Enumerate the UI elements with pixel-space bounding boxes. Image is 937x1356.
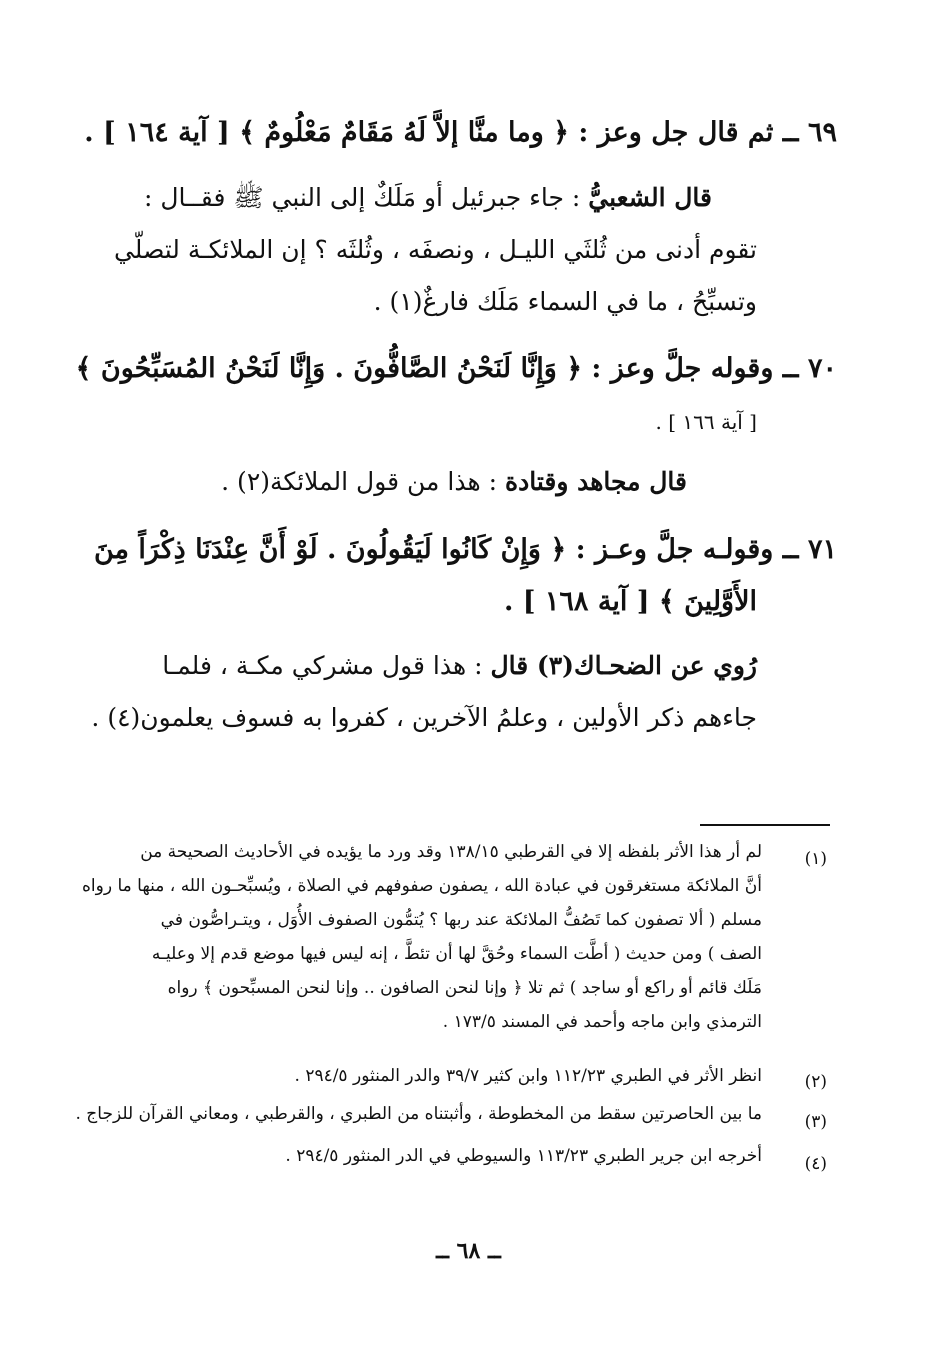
shabi-label: قال الشعبيُّ <box>588 183 712 212</box>
footnote-3-text: ما بين الحاصرتين سقط من المخطوطة ، وأثبتناه من الطبري ، والقرطبي ، ومعاني القرآن للزجاج . <box>75 1104 762 1124</box>
footnote-4-text: أخرجه ابن جرير الطبري ١١٣/٢٣ والسيوطي في الدر المنثور ٢٩٤/٥ . <box>285 1146 762 1166</box>
footnote-1-line-5: مَلَك قائم أو راكع أو ساجد ) ثم تلا ﴿ وإنا لنحن الصافون .. وإنا لنحن المسبِّحون ﴾ رواه <box>167 978 762 998</box>
verse-69-line: ٦٩ ــ ثم قال جل وعز : ﴿ وما منَّا إلاَّ لَهُ مَقَامٌ مَعْلُومٌ ﴾ [ آية ١٦٤ ] . <box>84 117 837 148</box>
footnote-2-text: انظر الأثر في الطبري ١١٢/٢٣ وابن كثير ٣٩/٧ والدر المنثور ٢٩٤/٥ . <box>294 1066 762 1086</box>
shabi-para-line-2: تقوم أدنى من ثُلثَي الليـل ، ونصفَه ، وثُلثَه ؟ إن الملائكـة لتصلّي <box>113 235 757 264</box>
footnote-1-line-1: لم أر هذا الأثر بلفظه إلا في القرطبي ١٣٨/١٥ وقد ورد ما يؤيده في الأحاديث الصحيحة من <box>140 842 762 862</box>
dahhak-para-line-1 <box>162 646 757 686</box>
verse-70-line-2: [ آية ١٦٦ ] . <box>655 410 757 434</box>
verse-70-line-1: ٧٠ ــ وقوله جلَّ وعز : ﴿ وَإِنَّا لَنَحْنُ الصَّافُّونَ . وَإِنَّا لَنَحْنُ المُسَبِّحُونَ ﴾ <box>75 353 837 384</box>
footnote-1-line-4: الصف ) ومن حديث ( أطَّت السماء وحُقَّ لها أن تئطَّ ، إنه ليس فيها موضع قدم إلا وعليـه <box>151 944 762 964</box>
mujahid-line <box>221 462 687 502</box>
footnote-4-number: (٤) <box>804 1154 827 1174</box>
footnote-1-line-2: أنَّ الملائكة مستغرقون في عبادة الله ، يصفون صفوفهم في الصلاة ، ويُسبِّحـون الله ، منها ما رواه <box>82 876 762 896</box>
mujahid-label: قال مجاهد وقتادة <box>504 467 687 496</box>
dahhak-para-line-2: جاءهم ذكر الأولين ، وعلمُ الآخرين ، كفروا به فسوف يعلمون(٤) . <box>91 703 757 732</box>
mujahid-text: : هذا من قول الملائكة(٢) . <box>221 467 498 496</box>
shabi-para-line-1 <box>144 178 712 218</box>
footnote-1-line-3: مسلم ( ألا تصفون كما تَصُفُّ الملائكة عند ربها ؟ يُتمُّون الصفوف الأُوَل ، ويتـراصُّون في <box>160 910 762 930</box>
footnote-1-line-6: الترمذي وابن ماجه وأحمد في المسند ١٧٣/٥ . <box>442 1012 762 1032</box>
footnote-2-number: (٢) <box>804 1072 827 1092</box>
dahhak-label: رُوي عن الضحـاك(٣) قال <box>490 651 757 680</box>
page-number: ــ ٦٨ ــ <box>436 1238 501 1264</box>
verse-71-line-1: ٧١ ــ وقولـه جلَّ وعـز : ﴿ وَإِنْ كَانُوا لَيَقُولُونَ . لَوْ أَنَّ عِنْدَنَا ذِكْرَاً مِنَ <box>94 534 837 565</box>
shabi-text-1: : جاء جبرئيل أو مَلَكٌ إلى النبي ﷺ فقــال : <box>144 183 581 212</box>
verse-71-line-2: الأَوَّلِينَ ﴾ [ آية ١٦٨ ] . <box>503 586 757 617</box>
footnote-1-number: (١) <box>804 849 827 869</box>
footnote-separator <box>700 824 830 826</box>
shabi-para-line-3: وتسبِّحُ ، ما في السماء مَلَك فارغٌ(١) . <box>373 287 757 316</box>
dahhak-text-1: : هذا قول مشركي مكـة ، فلمـا <box>162 651 483 680</box>
footnote-3-number: (٣) <box>804 1112 827 1132</box>
